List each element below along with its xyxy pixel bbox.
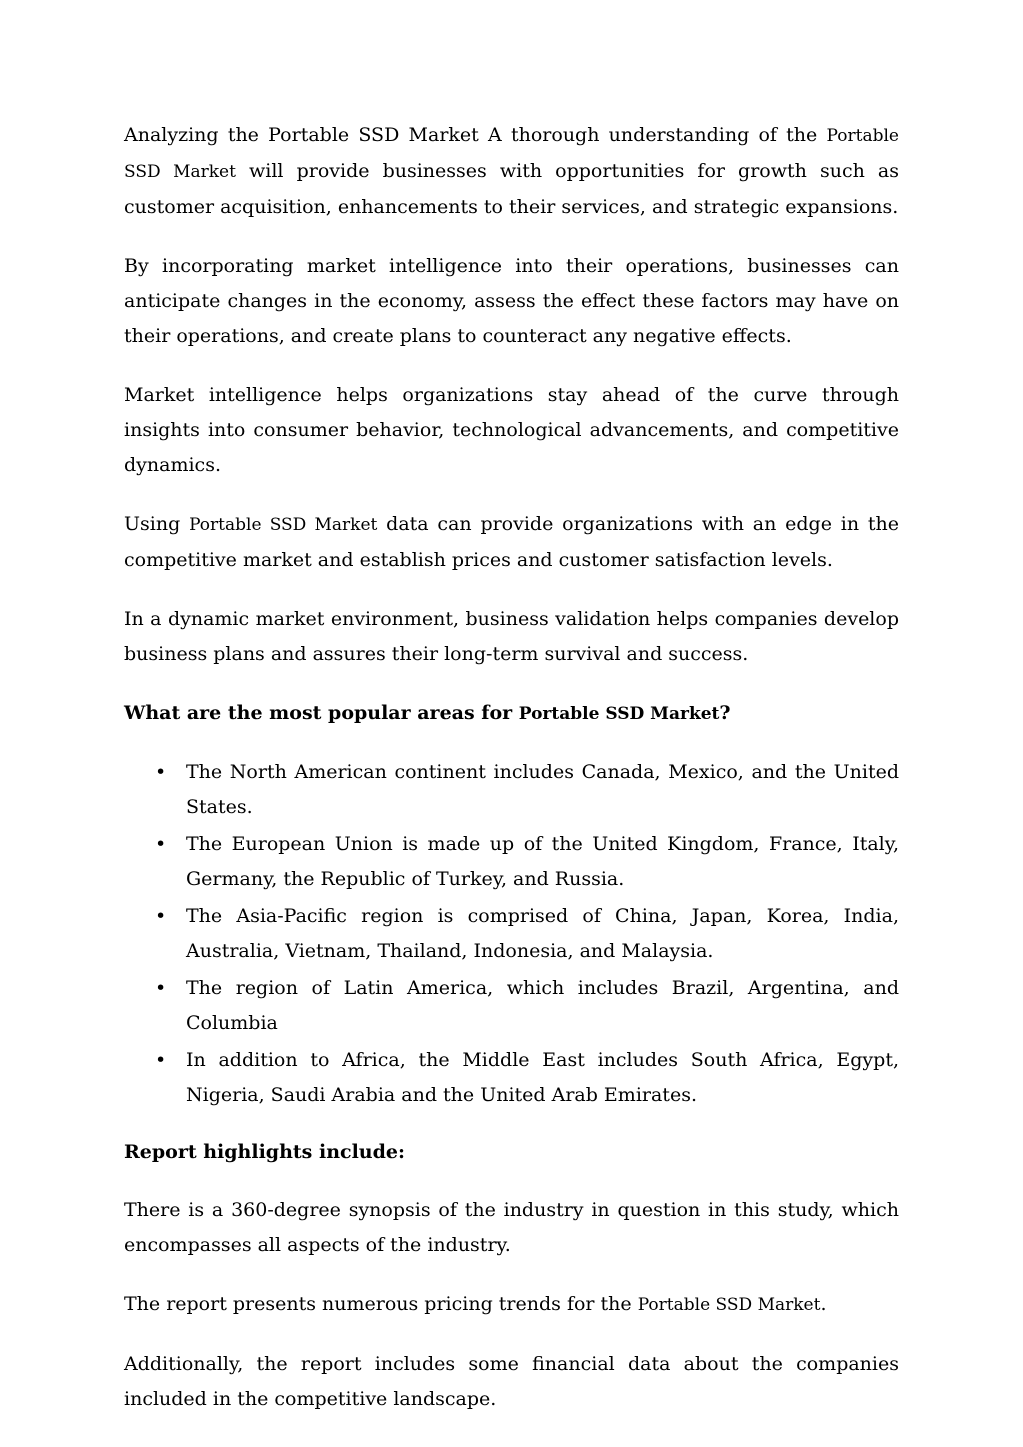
paragraph-pricing-end: . [820, 1293, 827, 1315]
paragraph-synopsis: There is a 360-degree synopsis of the industry in question in this study, which encompasses all aspects of the industry. [124, 1199, 899, 1256]
product-term: Portable SSD Market [124, 126, 899, 182]
paragraph-pricing-text: The report presents numerous pricing trends for the [124, 1293, 638, 1315]
list-item-text: The European Union is made up of the United Kingdom, France, Italy, Germany, the Republic of Turkey, and Russia. [186, 833, 899, 890]
list-item [155, 1043, 899, 1113]
bullet-icon: • [155, 1049, 167, 1071]
heading-popular-areas [124, 696, 899, 732]
list-item [155, 971, 899, 1041]
bullet-icon: • [155, 977, 167, 999]
regions-list [124, 755, 899, 1113]
product-term: Portable SSD Market [637, 1295, 821, 1315]
paragraph-data-usage [124, 507, 899, 578]
paragraph-intro-text: Analyzing the Portable SSD Market A thorough understanding of the [124, 124, 827, 146]
paragraph-pricing-trends [124, 1287, 899, 1323]
list-item [155, 827, 899, 897]
bullet-icon: • [155, 833, 167, 855]
bullet-icon: • [155, 905, 167, 927]
list-item-text: The Asia-Pacific region is comprised of China, Japan, Korea, India, Australia, Vietnam, Thailand, Indonesia, and Malaysia. [186, 905, 899, 962]
heading-report-highlights: Report highlights include: [124, 1141, 406, 1163]
paragraph-intro-text-end: will provide businesses with opportunities for growth such as customer acquisition, enhancements to their services, and strategic expansions. [124, 160, 899, 218]
paragraph-financial-data: Additionally, the report includes some financial data about the companies included in the competitive landscape. [124, 1353, 899, 1410]
paragraph-market-intelligence: By incorporating market intelligence into their operations, businesses can anticipate changes in the economy, assess the effect these factors may have on their operations, and create plans to counteract any negative effects. [124, 255, 899, 347]
list-item-text: In addition to Africa, the Middle East includes South Africa, Egypt, Nigeria, Saudi Arabia and the United Arab Emirates. [186, 1049, 899, 1106]
list-item [155, 899, 899, 969]
heading-popular-areas-text: What are the most popular areas for [124, 702, 519, 724]
paragraph-data-usage-text-end: data can provide organizations with an edge in the competitive market and establish prices and customer satisfaction levels. [124, 513, 900, 571]
list-item-text: The North American continent includes Canada, Mexico, and the United States. [186, 761, 899, 818]
paragraph-intro [124, 118, 899, 225]
paragraph-data-usage-text: Using [124, 513, 190, 535]
product-term: Portable SSD Market [518, 704, 720, 724]
paragraph-business-validation: In a dynamic market environment, business validation helps companies develop business plans and assures their long-term survival and success. [124, 608, 899, 665]
paragraph-insights: Market intelligence helps organizations stay ahead of the curve through insights into consumer behavior, technological advancements, and competitive dynamics. [124, 384, 899, 476]
list-item [155, 755, 899, 825]
product-term: Portable SSD Market [189, 515, 378, 535]
document-page [124, 118, 899, 1441]
list-item-text: The region of Latin America, which includes Brazil, Argentina, and Columbia [186, 977, 899, 1034]
heading-popular-areas-end: ? [719, 702, 731, 724]
bullet-icon: • [155, 761, 167, 783]
